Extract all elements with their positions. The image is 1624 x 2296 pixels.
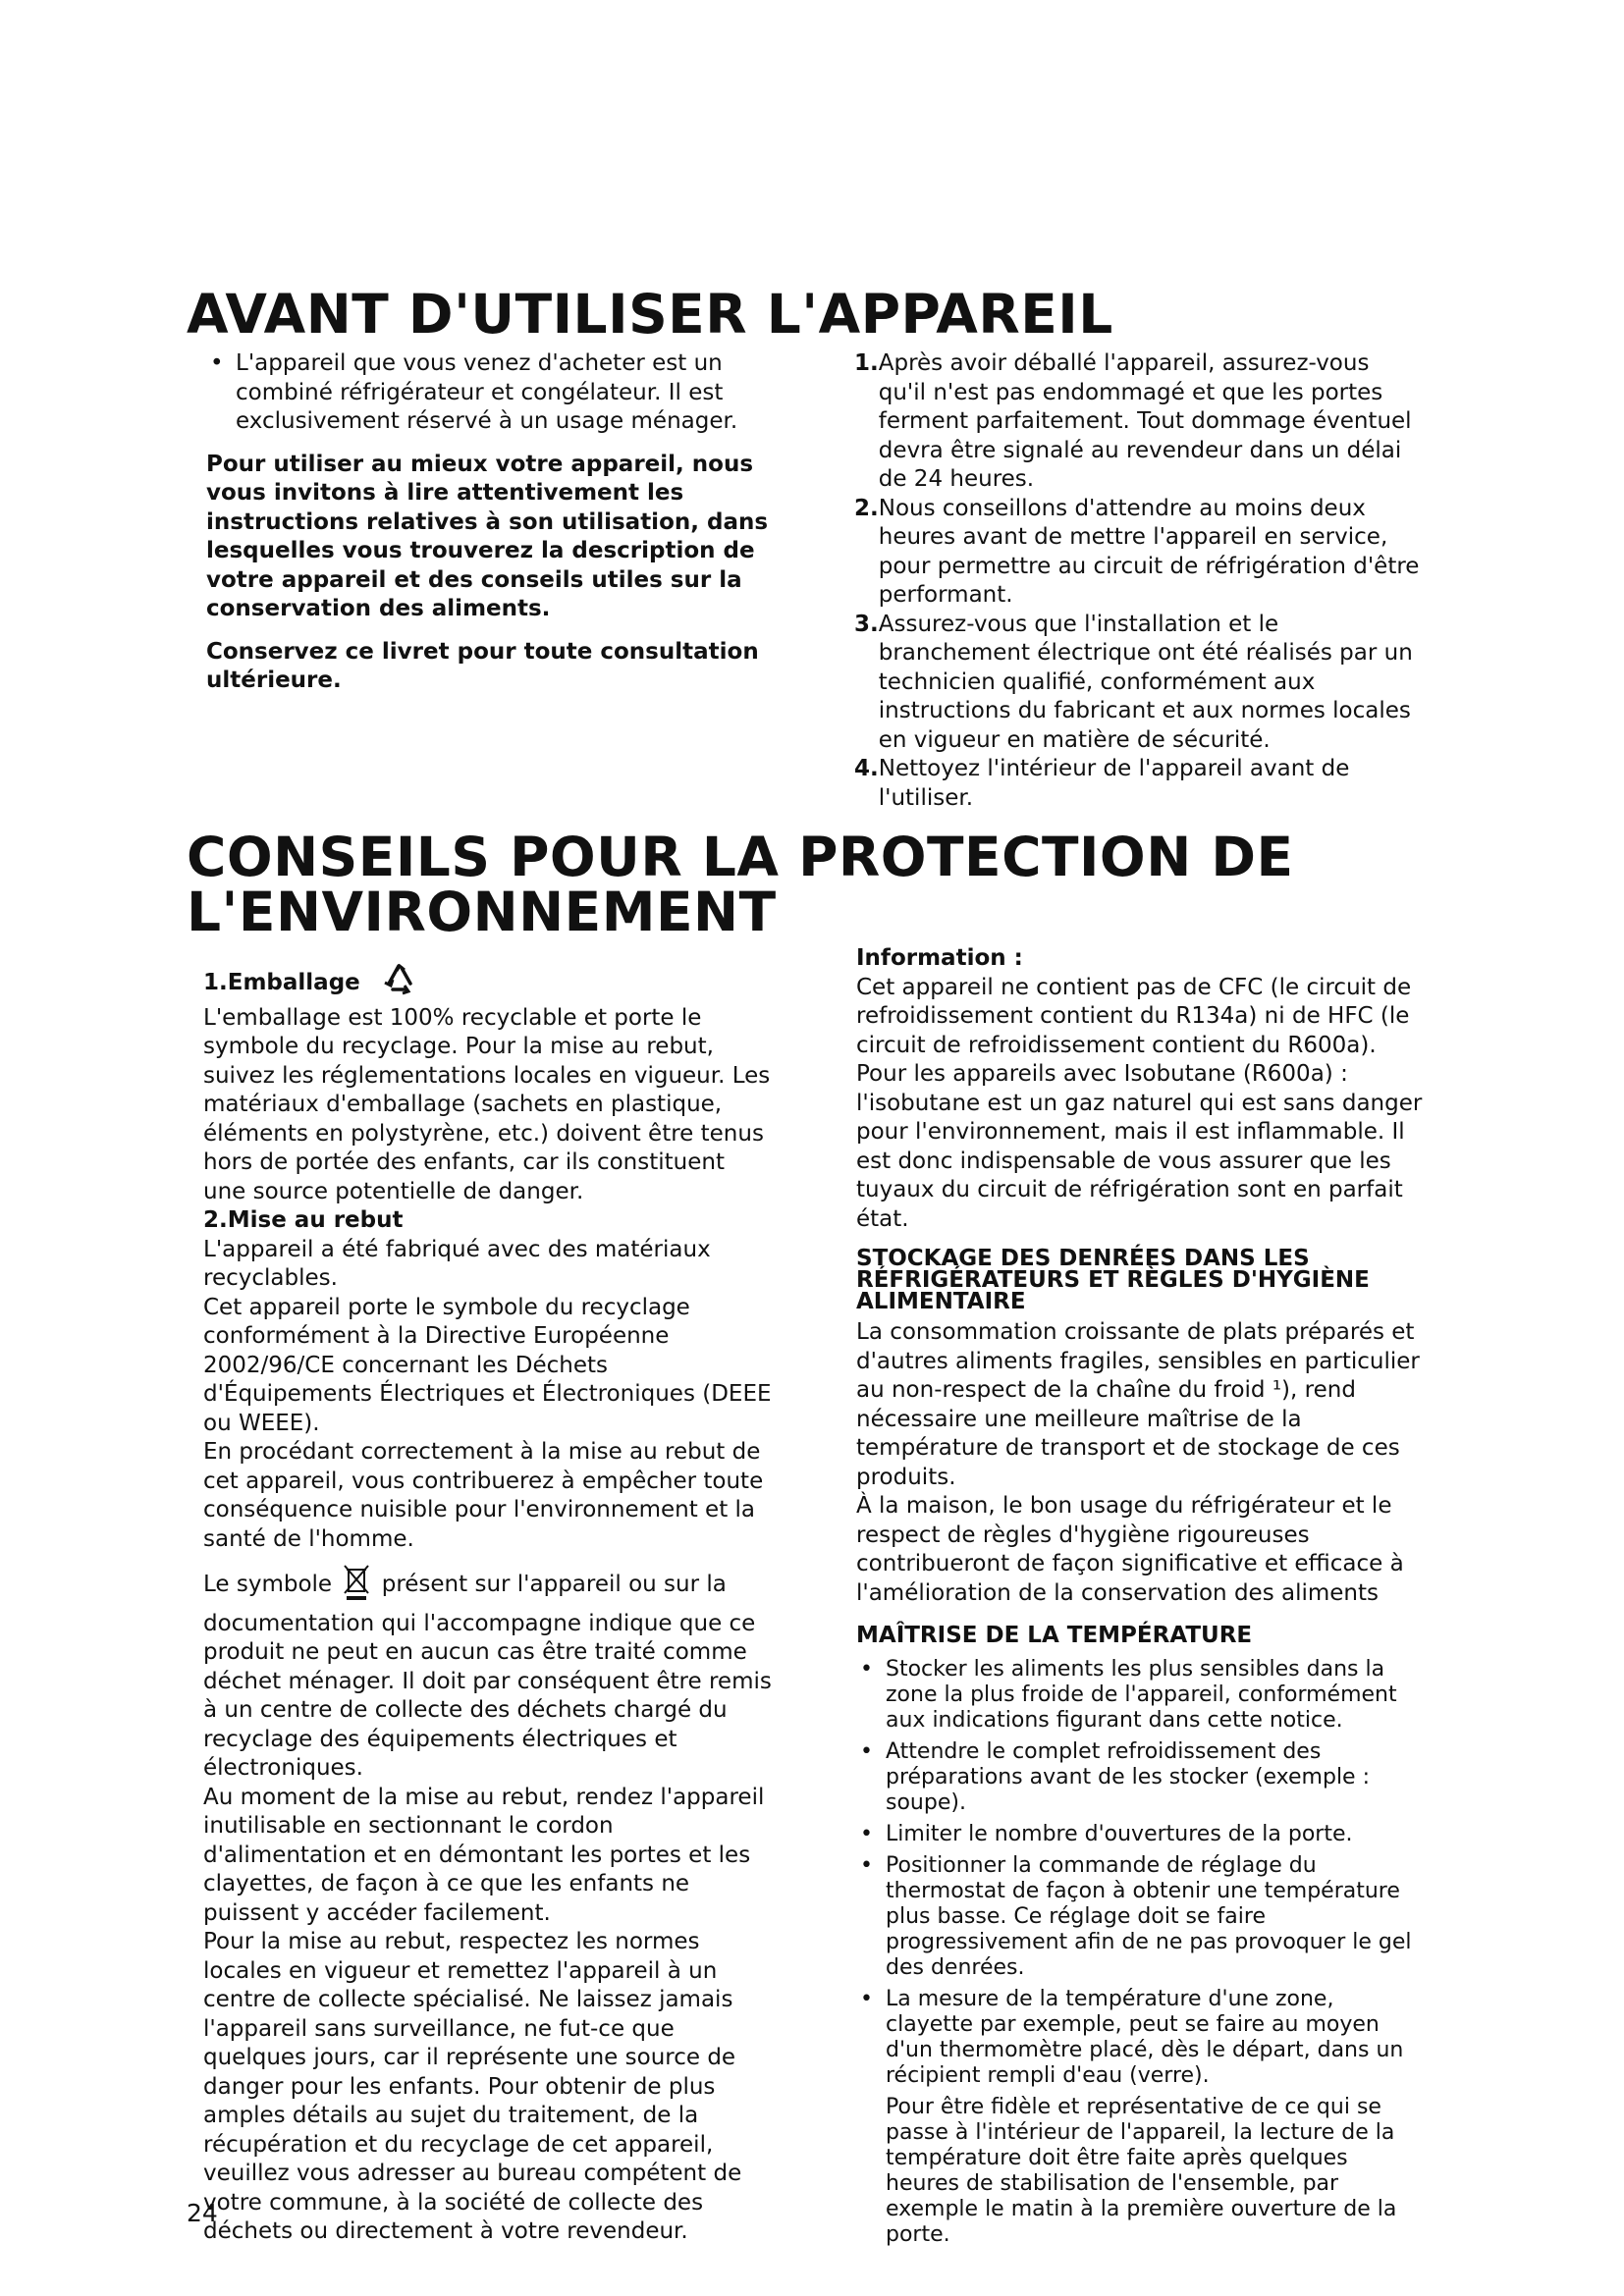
section-title-environnement <box>187 826 1294 943</box>
environment-left-column <box>203 962 773 2247</box>
temperature-tip: • Stocker les aliments les plus sensibles dans la zone la plus froide de l'appareil, conformément aux indications figurant dans cette notice. <box>856 1657 1426 1734</box>
rebut-paragraph: En procédant correctement à la mise au rebut de cet appareil, vous contribuerez à empêcher toute conséquence nuisible pour l'environnement et la santé de l'homme. <box>203 1439 764 1552</box>
rebut-paragraph: Cet appareil porte le symbole du recyclage conformément à la Directive Européenne 2002/96/CE concernant les Déchets d'Équipements Électriques et Électroniques (DEEE ou WEEE). <box>203 1294 772 1436</box>
section-title-avant-utiliser: AVANT D'UTILISER L'APPAREIL <box>187 283 1113 346</box>
page-number: 24 <box>187 2199 218 2227</box>
rebut-paragraph: Pour la mise au rebut, respectez les normes locales en vigueur et remettez l'appareil à un centre de collecte spécialisé. Ne laissez jamais l'appareil sans surveillance, ne fut-ce que quelques jours, car il représente une source de danger pour les enfants. Pour obtenir de plus amples détails au sujet du traitement, de la récupération et du recyclage de cet appareil, veuillez vous adresser au bureau compétent de votre commune, à la société de collecte des déchets ou directement à votre revendeur. <box>203 1929 742 2244</box>
environment-right-column <box>856 944 1426 2248</box>
emballage-paragraph: L'emballage est 100% recyclable et porte le symbole du recyclage. Pour la mise au rebut, suivez les réglementations locales en vigueur. Les matériaux d'emballage (sachets en plastique, éléments en polystyrène, etc.) doivent être tenus hors de portée des enfants, car ils constituent une source potentielle de danger. <box>203 1004 771 1204</box>
crossed-bin-icon <box>343 1564 370 1610</box>
setup-step: 3. Assurez-vous que l'installation et le branchement électrique ont été réalisés par un technicien qualifié, conformément aux instructions du fabricant et aux normes locales en vigueur en matière de sécurité. <box>854 611 1413 753</box>
weee-symbol-paragraph: Le symbole présent sur l'appareil ou sur la documentation qui l'accompagne indique que ce produit ne peut en aucun cas être traité comme déchet ménager. Il doit par conséquent être remis à un centre de collecte des déchets chargé du recyclage des équipements électriques et électroniques. <box>203 1564 773 1784</box>
rebut-paragraph: Au moment de la mise au rebut, rendez l'appareil inutilisable en sectionnant le cordon d'alimentation et en démontant les portes et les clayettes, de façon à ce que les enfants ne puissent y accéder facilement. <box>203 1784 765 1926</box>
setup-steps-list <box>854 349 1424 813</box>
maitrise-temperature-heading: MAÎTRISE DE LA TEMPÉRATURE <box>856 1623 1253 1648</box>
temperature-tip: • Positionner la commande de réglage du thermostat de façon à obtenir une température plus basse. Ce réglage doit se faire progressivement afin de ne pas provoquer le gel des denrées. <box>856 1853 1426 1981</box>
temperature-tip: • La mesure de la température d'une zone, clayette par exemple, peut se faire au moyen d'un thermomètre placé, dès le départ, dans un récipient rempli d'eau (verre). <box>856 1987 1426 2089</box>
section-title-line: CONSEILS POUR LA PROTECTION DE <box>187 826 1294 888</box>
setup-step: 1. Après avoir déballé l'appareil, assurez-vous qu'il n'est pas endommagé et que les portes ferment parfaitement. Tout dommage éventuel devra être signalé au revendeur dans un délai de 24 heures. <box>854 350 1412 492</box>
mise-au-rebut-heading: 2.Mise au rebut <box>203 1207 404 1233</box>
stockage-heading: STOCKAGE DES DENRÉES DANS LES RÉFRIGÉRATEURS ET RÈGLES D'HYGIÈNE ALIMENTAIRE <box>856 1246 1370 1314</box>
intro-left-column <box>206 349 771 696</box>
section-title-line: L'ENVIRONNEMENT <box>187 881 777 943</box>
stockage-paragraph: La consommation croissante de plats préparés et d'autres aliments fragiles, sensibles en particulier au non-respect de la chaîne du froid ¹), rend nécessaire une meilleure maîtrise de la température de transport et de stockage de ces produits. <box>856 1319 1420 1490</box>
information-heading: Information : <box>856 945 1023 971</box>
setup-step: 2. Nous conseillons d'attendre au moins deux heures avant de mettre l'appareil en service, pour permettre au circuit de réfrigération d'être performant. <box>854 495 1420 608</box>
temperature-tip: • Limiter le nombre d'ouvertures de la porte. <box>856 1822 1426 1847</box>
keep-manual-note: Conservez ce livret pour toute consultation ultérieure. <box>206 638 759 693</box>
intro-right-column <box>854 349 1424 813</box>
intro-bullet-list <box>206 349 771 437</box>
rebut-paragraph: L'appareil a été fabriqué avec des matériaux recyclables. <box>203 1236 711 1291</box>
setup-step: 4. Nettoyez l'intérieur de l'appareil avant de l'utiliser. <box>854 756 1350 811</box>
intro-bullet: • L'appareil que vous venez d'acheter est un combiné réfrigérateur et congélateur. Il est exclusivement réservé à un usage ménager. <box>206 349 771 437</box>
recycle-icon <box>381 962 416 1004</box>
stockage-paragraph: À la maison, le bon usage du réfrigérateur et le respect de règles d'hygiène rigoureuses contribueront de façon significative et efficace à l'amélioration de la conservation des aliments <box>856 1493 1404 1606</box>
intro-bold-paragraph: Pour utiliser au mieux votre appareil, nous vous invitons à lire attentivement les instructions relatives à son utilisation, dans lesquelles vous trouverez la description de votre appareil et des conseils utiles sur la conservation des aliments. <box>206 451 769 621</box>
information-paragraph: Cet appareil ne contient pas de CFC (le circuit de refroidissement contient du R134a) ni de HFC (le circuit de refroidissement contient du R600a). <box>856 974 1412 1058</box>
emballage-heading: 1.Emballage <box>203 962 773 1004</box>
temperature-final-paragraph: Pour être fidèle et représentative de ce qui se passe à l'intérieur de l'appareil, la lecture de la température doit être faite après quelques heures de stabilisation de l'ensemble, par exemple le matin à la première ouverture de la porte. <box>886 2094 1397 2247</box>
temperature-tip: • Attendre le complet refroidissement des préparations avant de les stocker (exemple : soupe). <box>856 1739 1426 1816</box>
information-paragraph: Pour les appareils avec Isobutane (R600a) : l'isobutane est un gaz naturel qui est sans danger pour l'environnement, mais il est inflammable. Il est donc indispensable de vous assurer que les tuyaux du circuit de réfrigération sont en parfait état. <box>856 1061 1423 1232</box>
temperature-tips-list <box>856 1657 1426 2089</box>
